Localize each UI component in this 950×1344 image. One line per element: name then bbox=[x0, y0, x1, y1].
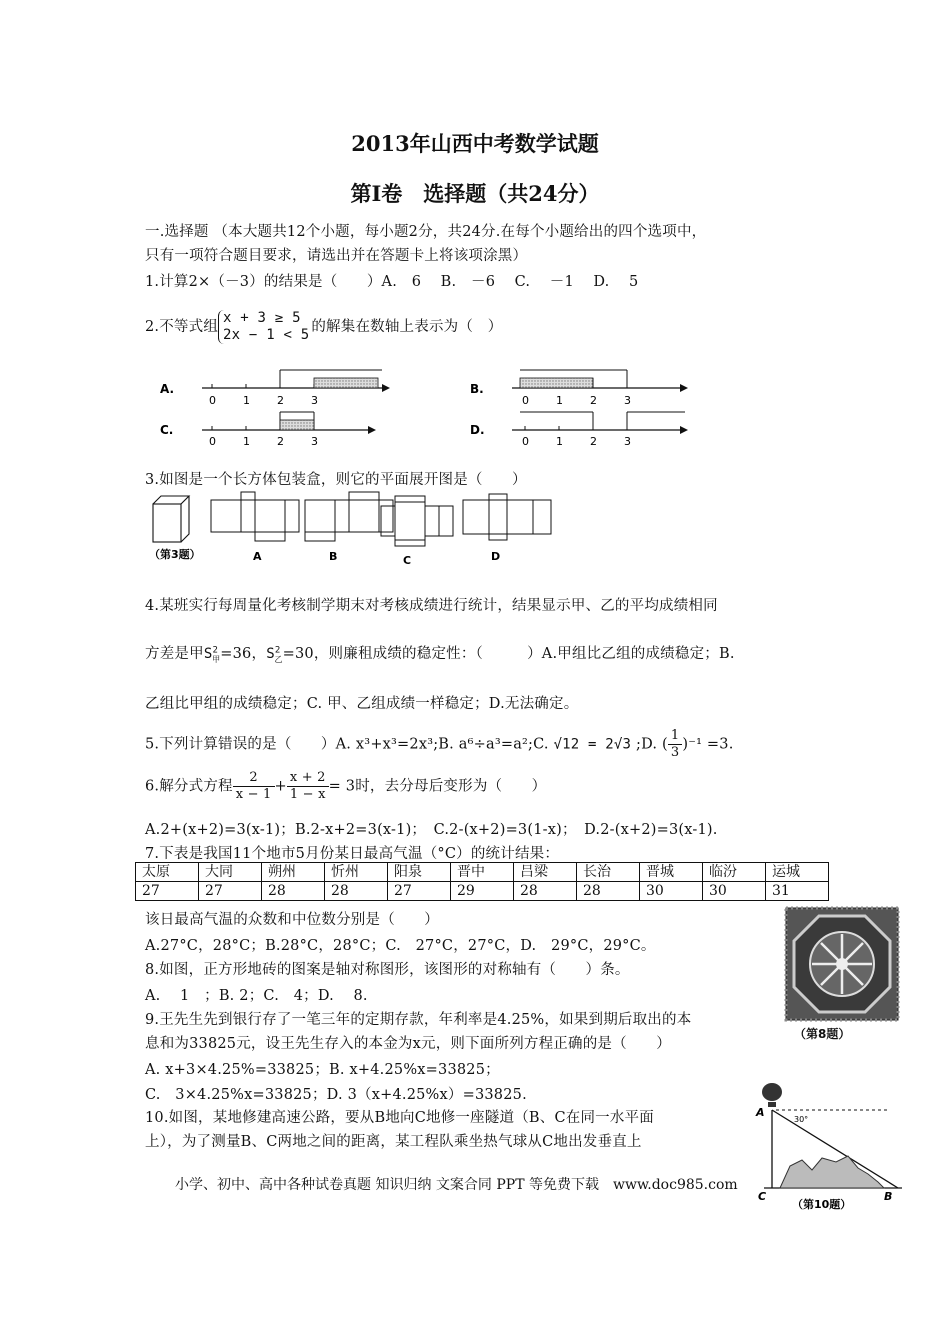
city-cell: 大同 bbox=[199, 863, 262, 882]
temp-cell: 27 bbox=[388, 882, 451, 901]
tick-a-2: 2 bbox=[277, 394, 284, 407]
number-line-c bbox=[202, 412, 376, 448]
city-cell: 运城 bbox=[766, 863, 829, 882]
point-b-label: B bbox=[884, 1190, 893, 1203]
net-option-d bbox=[463, 494, 551, 540]
q5-d-label: ;D. ( bbox=[631, 736, 668, 753]
question-6-options: A.2+(x+2)=3(x-1)；B.2-x+2=3(x-1)； C.2-(x+2)=3(1-x)； D.2-(x+2)=3(x-1). bbox=[145, 822, 718, 838]
tick-b-1: 1 bbox=[556, 394, 563, 407]
temp-cell: 28 bbox=[577, 882, 640, 901]
temp-cell: 27 bbox=[199, 882, 262, 901]
city-cell: 晋城 bbox=[640, 863, 703, 882]
tick-b-0: 0 bbox=[522, 394, 529, 407]
q6-plus: + bbox=[274, 778, 287, 795]
temp-cell: 28 bbox=[514, 882, 577, 901]
document-title: 2013年山西中考数学试题 bbox=[351, 131, 599, 156]
option-a-label: A. bbox=[160, 382, 175, 396]
question-7-question: 该日最高气温的众数和中位数分别是（ ） bbox=[145, 912, 439, 928]
q6-suffix: 时，去分母后变形为（ ） bbox=[355, 778, 547, 795]
point-a-label: A bbox=[756, 1106, 765, 1119]
q2-suffix: 的解集在数轴上表示为（ ） bbox=[311, 319, 503, 335]
angle-label: 30° bbox=[794, 1115, 809, 1124]
q3-caption: （第3题） bbox=[149, 548, 201, 561]
q5-prefix: 5.下列计算错误的是（ ）A. x³+x³=2x³;B. a⁶÷a³=a²;C. bbox=[145, 736, 554, 753]
tick-d-1: 1 bbox=[556, 435, 563, 448]
question-7: 7.下表是我国11个地市5月份某日最高气温（°C）的统计结果： bbox=[145, 846, 560, 862]
city-cell: 晋中 bbox=[451, 863, 514, 882]
tile-figure bbox=[784, 906, 900, 1046]
q8-caption: （第8题） bbox=[794, 1027, 851, 1041]
number-line-options bbox=[150, 362, 710, 452]
tick-d-0: 0 bbox=[522, 435, 529, 448]
tick-a-3: 3 bbox=[311, 394, 318, 407]
net-label-d: D bbox=[491, 550, 501, 563]
question-9-line-4: C. 3×4.25%x=33825；D. 3（x+4.25%x）=33825. bbox=[145, 1087, 527, 1103]
q6-equals: = 3 bbox=[328, 778, 356, 795]
tick-c-2: 2 bbox=[277, 435, 284, 448]
q5-option-c-expr: √12 = 2√3 bbox=[553, 736, 632, 753]
question-6 bbox=[145, 770, 546, 803]
question-10-line-1: 10.如图，某地修建高速公路，要从B地向C地修一座隧道（B、C在同一水平面 bbox=[145, 1110, 654, 1126]
question-8-options: A. 1 ；B. 2；C. 4；D. 8. bbox=[145, 988, 368, 1004]
tick-a-1: 1 bbox=[243, 394, 250, 407]
tick-c-0: 0 bbox=[209, 435, 216, 448]
table-row-cities bbox=[136, 863, 829, 882]
q2-prefix: 2.不等式组 bbox=[145, 319, 219, 335]
balloon-figure bbox=[750, 1078, 910, 1214]
question-4-line-1: 4.某班实行每周量化考核制学期末对考核成绩进行统计，结果显示甲、乙的平均成绩相同 bbox=[145, 598, 718, 614]
option-b-label: B. bbox=[470, 382, 484, 396]
q5-fraction: $\frac{1}{3}$ bbox=[668, 728, 682, 761]
footer-text: 小学、初中、高中各种试卷真题 知识归纳 文案合同 PPT 等免费下载 www.doc985.com bbox=[175, 1177, 738, 1193]
net-option-c bbox=[381, 496, 453, 546]
question-5 bbox=[145, 728, 734, 761]
q4-text-c: =30，则廉租成绩的稳定性：（ ）A.甲组比乙组的成绩稳定；B. bbox=[282, 646, 735, 662]
intro-line-1: 一.选择题 （本大题共12个小题，每小题2分，共24分.在每个小题给出的四个选项中， bbox=[145, 224, 707, 240]
city-cell: 吕梁 bbox=[514, 863, 577, 882]
inequality-1: x + 3 ≥ 5 bbox=[223, 310, 301, 326]
tick-a-0: 0 bbox=[209, 394, 216, 407]
tick-d-2: 2 bbox=[590, 435, 597, 448]
city-cell: 阳泉 bbox=[388, 863, 451, 882]
question-4-line-3: 乙组比甲组的成绩稳定；C. 甲、乙组成绩一样稳定；D.无法确定。 bbox=[145, 696, 579, 712]
temp-cell: 28 bbox=[262, 882, 325, 901]
net-option-b bbox=[305, 492, 393, 541]
intro-line-2: 只有一项符合题目要求，请选出并在答题卡上将该项涂黑） bbox=[145, 248, 528, 264]
tick-c-3: 3 bbox=[311, 435, 318, 448]
temp-cell: 29 bbox=[451, 882, 514, 901]
net-label-a: A bbox=[253, 550, 262, 563]
q6-prefix: 6.解分式方程 bbox=[145, 778, 233, 795]
q6-fraction-2: $\frac{x + 2}{1 - x}$ bbox=[287, 770, 329, 803]
option-d-label: D. bbox=[470, 423, 485, 437]
city-cell: 朔州 bbox=[262, 863, 325, 882]
city-cell: 临汾 bbox=[703, 863, 766, 882]
city-cell: 太原 bbox=[136, 863, 199, 882]
question-2 bbox=[145, 310, 502, 344]
question-3: 3.如图是一个长方体包装盒，则它的平面展开图是（ ） bbox=[145, 472, 527, 488]
section-title: 第Ⅰ卷 选择题（共24分） bbox=[350, 181, 600, 206]
number-line-d bbox=[512, 412, 688, 448]
inequality-system bbox=[218, 310, 309, 344]
inequality-2: 2x − 1 < 5 bbox=[223, 327, 310, 343]
question-7-options: A.27°C，28°C；B.28°C，28°C；C. 27°C，27°C，D. 29°C，29°C。 bbox=[145, 938, 656, 954]
temp-cell: 27 bbox=[136, 882, 199, 901]
tick-b-2: 2 bbox=[590, 394, 597, 407]
question-8: 8.如图，正方形地砖的图案是轴对称图形，该图形的对称轴有（ ）条。 bbox=[145, 962, 630, 978]
net-option-a bbox=[211, 492, 299, 541]
city-cell: 忻州 bbox=[325, 863, 388, 882]
q5-exponent: )⁻¹ bbox=[682, 736, 703, 753]
question-9-line-3: A. x+3×4.25%=33825；B. x+4.25%x=33825； bbox=[145, 1062, 500, 1078]
temperature-table bbox=[135, 862, 829, 901]
variance-yi: $S^2_乙$ bbox=[266, 645, 283, 664]
q10-caption: （第10题） bbox=[792, 1198, 852, 1211]
question-4-line-2 bbox=[145, 642, 735, 665]
point-c-label: C bbox=[758, 1190, 767, 1203]
q5-tail: =3. bbox=[702, 736, 734, 753]
box-figure bbox=[153, 496, 189, 542]
temp-cell: 30 bbox=[703, 882, 766, 901]
temp-cell: 30 bbox=[640, 882, 703, 901]
question-10-line-2: 上），为了测量B、C两地之间的距离，某工程队乘坐热气球从C地出发垂直上 bbox=[145, 1134, 642, 1150]
temp-cell: 31 bbox=[766, 882, 829, 901]
question-1: 1.计算2×（－3）的结果是（ ）A. 6 B. －6 C. －1 D. 5 bbox=[145, 274, 639, 290]
q4-text-a: 方差是甲 bbox=[145, 646, 204, 662]
tick-c-1: 1 bbox=[243, 435, 250, 448]
table-row-temps bbox=[136, 882, 829, 901]
net-label-c: C bbox=[403, 554, 412, 567]
question-9-line-2: 息和为33825元，设王先生存入的本金为x元，则下面所列方程正确的是（ ） bbox=[145, 1036, 671, 1052]
variance-jia: $S^2_甲$ bbox=[203, 645, 221, 664]
net-label-b: B bbox=[329, 550, 338, 563]
option-c-label: C. bbox=[160, 423, 174, 437]
city-cell: 长治 bbox=[577, 863, 640, 882]
unfolding-figures bbox=[145, 488, 565, 568]
q6-fraction-1: $\frac{2}{x - 1}$ bbox=[233, 770, 275, 803]
tick-b-3: 3 bbox=[624, 394, 631, 407]
number-line-b bbox=[512, 370, 688, 407]
temp-cell: 28 bbox=[325, 882, 388, 901]
q4-text-b: =36， bbox=[220, 646, 267, 662]
number-line-a bbox=[202, 370, 390, 407]
tick-d-3: 3 bbox=[624, 435, 631, 448]
question-9-line-1: 9.王先生先到银行存了一笔三年的定期存款，年利率是4.25%，如果到期后取出的本 bbox=[145, 1012, 692, 1028]
